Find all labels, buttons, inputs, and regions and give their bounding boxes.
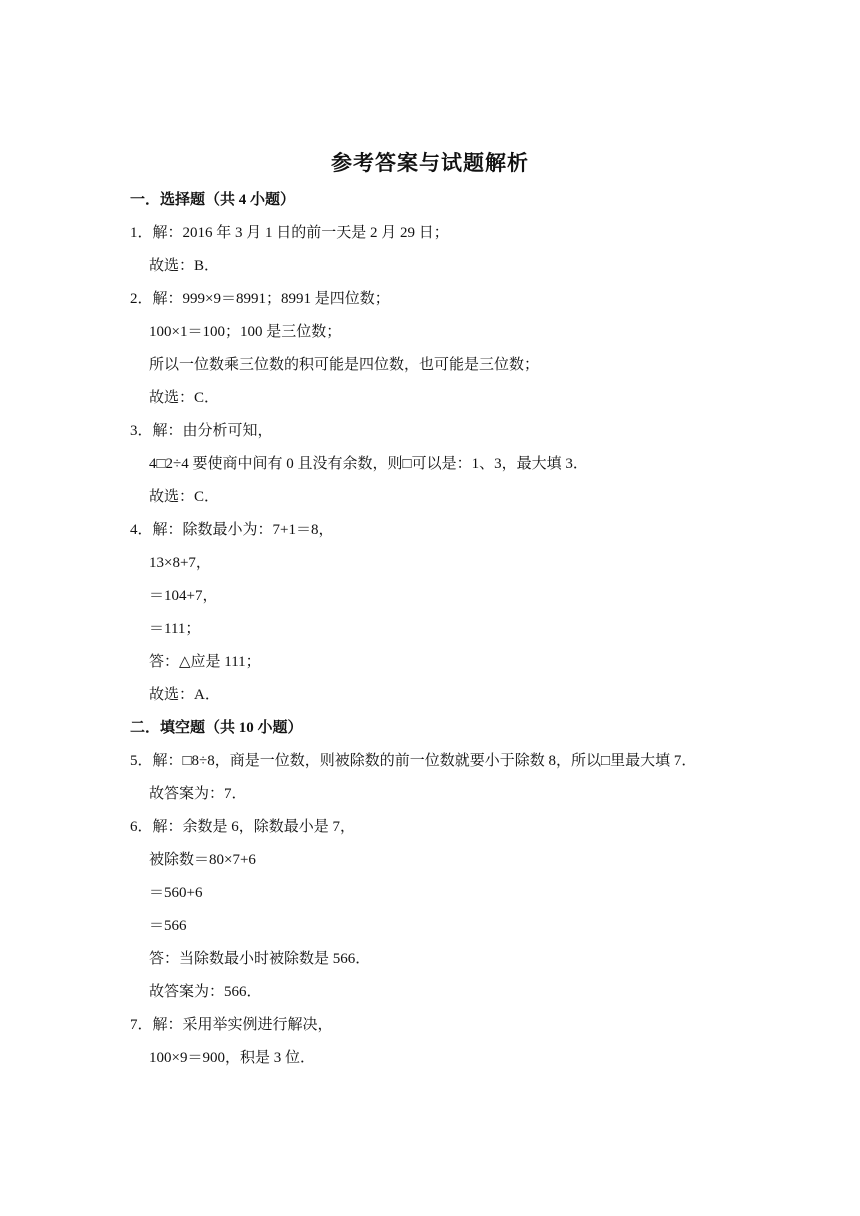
answer-line: 故选：C． <box>149 489 220 505</box>
answer-line: 13×8+7， <box>149 555 211 571</box>
answer-line: 5．解：□8÷8，商是一位数，则被除数的前一位数就要小于除数 8，所以□里最大填 7． <box>130 753 697 769</box>
answer-line: 故选：C． <box>149 390 220 406</box>
answer-line: 1．解：2016 年 3 月 1 日的前一天是 2 月 29 日； <box>130 225 449 241</box>
answer-line: 所以一位数乘三位数的积可能是四位数，也可能是三位数； <box>149 357 540 373</box>
answer-line: 6．解：余数是 6，除数最小是 7， <box>130 819 356 835</box>
answer-line: 故选：B． <box>149 258 220 274</box>
answer-line: 被除数＝80×7+6 <box>149 852 256 868</box>
answer-line: ＝560+6 <box>149 885 203 901</box>
answer-line: 7．解：采用举实例进行解决， <box>130 1017 333 1033</box>
answer-line: ＝104+7， <box>149 588 218 604</box>
answer-line: ＝566 <box>149 918 187 934</box>
page-title: 参考答案与试题解析 <box>331 151 529 175</box>
answer-line: 答：△应是 111； <box>149 654 261 670</box>
answer-line: 4□2÷4 要使商中间有 0 且没有余数，则□可以是：1、3，最大填 3． <box>149 456 588 472</box>
answer-line: 故选：A． <box>149 687 220 703</box>
section-heading-fill: 二．填空题（共 10 小题） <box>130 720 303 736</box>
answer-line: 4．解：除数最小为：7+1＝8， <box>130 522 334 538</box>
section-heading-choice: 一．选择题（共 4 小题） <box>130 192 296 208</box>
answer-line: 故答案为：566． <box>149 984 262 1000</box>
answer-line: 100×9＝900，积是 3 位． <box>149 1050 315 1066</box>
answer-line: 故答案为：7． <box>149 786 247 802</box>
answer-line: ＝111； <box>149 621 201 637</box>
answer-line: 2．解：999×9＝8991；8991 是四位数； <box>130 291 390 307</box>
answer-line: 100×1＝100；100 是三位数； <box>149 324 342 340</box>
answer-line: 3．解：由分析可知， <box>130 423 273 439</box>
answer-line: 答：当除数最小时被除数是 566． <box>149 951 371 967</box>
